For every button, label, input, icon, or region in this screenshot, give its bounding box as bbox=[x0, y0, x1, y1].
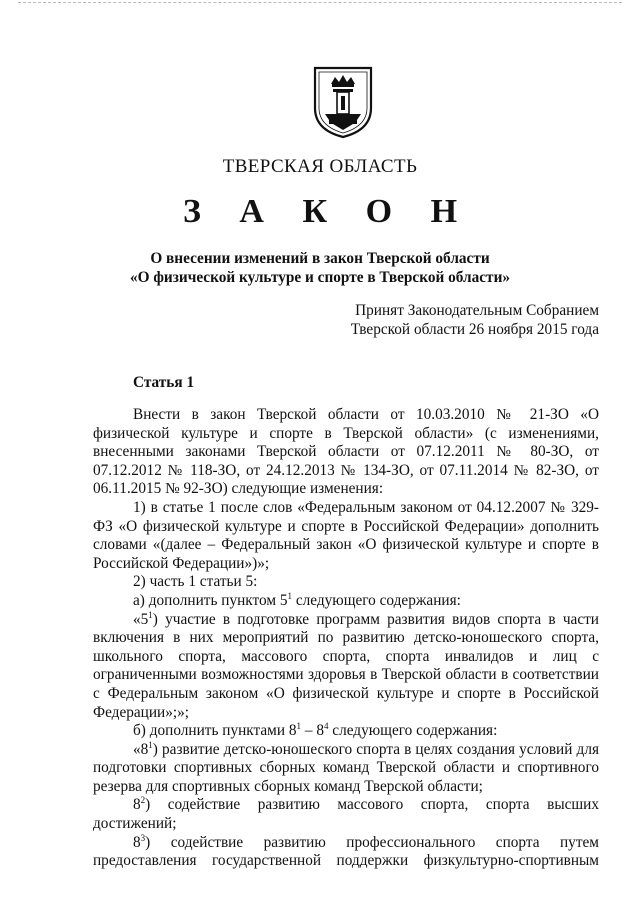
point-8-2-text: ) содействие развитию массового спорта, спорта высших достижений; bbox=[93, 796, 599, 833]
superscript: 1 bbox=[296, 721, 302, 731]
subtitle-line-1: О внесении изменений в закон Тверской области bbox=[150, 250, 490, 267]
item-1-paragraph: 1) в статье 1 после слов «Федеральным законом от 04.12.2007 № 329-ФЗ «О физической культуре и спорте в Российской Федерации» дополнить словами «(далее – Федеральный закон «О физической культуре и спорте в Российской Федерации»)»; bbox=[93, 498, 599, 572]
point-5-1-paragraph bbox=[93, 611, 599, 723]
region-name: ТВЕРСКАЯ ОБЛАСТЬ bbox=[222, 156, 418, 177]
point-8-2-number: 8 bbox=[133, 796, 141, 814]
superscript: 4 bbox=[323, 721, 329, 731]
superscript: 1 bbox=[287, 590, 293, 601]
superscript: 2 bbox=[140, 795, 146, 806]
point-5-1-number: «5 bbox=[133, 610, 149, 628]
point-8-2-paragraph bbox=[93, 796, 599, 833]
subtitle-line-2: «О физической культуре и спорте в Тверской области» bbox=[129, 269, 511, 286]
item-2a-text: а) дополнить пунктом 5 bbox=[133, 591, 288, 609]
item-2b-dash: – 8 bbox=[301, 722, 324, 740]
item-2b-paragraph bbox=[93, 722, 599, 741]
point-5-1-text: ) участие в подготовке программ развития видов спорта в части включения в них мероприятий по развитию детско-юношеского спорта, школьного спорта, массового спорта, спорта инвалидов и лиц с ограниченными возможностями здоровья в Тверской области в соответствии с Федеральным законом «О физической культуре и спорте в Российской Федерации»;»; bbox=[93, 610, 599, 721]
point-8-1-text: ) развитие детско-юношеского спорта в целях создания условий для подготовки спортивных сборных команд Тверской области и спортивного резерва для спортивных сборных команд Тверской области; bbox=[93, 740, 599, 795]
item-2b-text: б) дополнить пунктами 8 bbox=[133, 722, 297, 740]
article-heading: Статья 1 bbox=[133, 374, 195, 391]
item-2b-text-end: следующего содержания: bbox=[328, 722, 498, 740]
point-8-3-text: ) содействие развитию профессионального спорта путем предоставления государственной поддержки физкультурно-спортивным bbox=[93, 833, 599, 870]
adoption-line-2: Тверской области 26 ноября 2015 года bbox=[350, 321, 599, 338]
point-8-1-number: «8 bbox=[133, 740, 149, 758]
superscript: 1 bbox=[148, 739, 153, 750]
tver-coat-of-arms-icon bbox=[311, 64, 375, 140]
adoption-line-1: Принят Законодательным Собранием bbox=[355, 302, 599, 319]
superscript: 3 bbox=[140, 832, 146, 843]
superscript: 1 bbox=[148, 609, 153, 620]
adoption-note bbox=[351, 301, 599, 339]
document-subtitle bbox=[0, 249, 640, 287]
point-8-3-paragraph bbox=[93, 834, 599, 871]
point-8-3-number: 8 bbox=[133, 833, 141, 851]
item-2a-text-end: следующего содержания: bbox=[292, 591, 461, 609]
item-2a-paragraph bbox=[93, 592, 599, 611]
document-title: З А К О Н bbox=[182, 193, 473, 230]
item-2-paragraph: 2) часть 1 статьи 5: bbox=[133, 573, 258, 591]
point-8-1-paragraph bbox=[93, 741, 599, 797]
intro-paragraph: Внести в закон Тверской области от 10.03.2010 № 21-ЗО «О физической культуре и спорте в Тверской области» (с изменениями, внесенными законами Тверской области от 07.12.2011 № 80-ЗО, от 07.12.2012 № 118-ЗО, от 24.12.2013 № 134-ЗО, от 07.11.2014 № 82-ЗО, от 06.11.2015 № 92-ЗО) следующие изменения: bbox=[93, 406, 599, 498]
article-body bbox=[93, 406, 599, 871]
scan-edge-line bbox=[18, 2, 622, 3]
